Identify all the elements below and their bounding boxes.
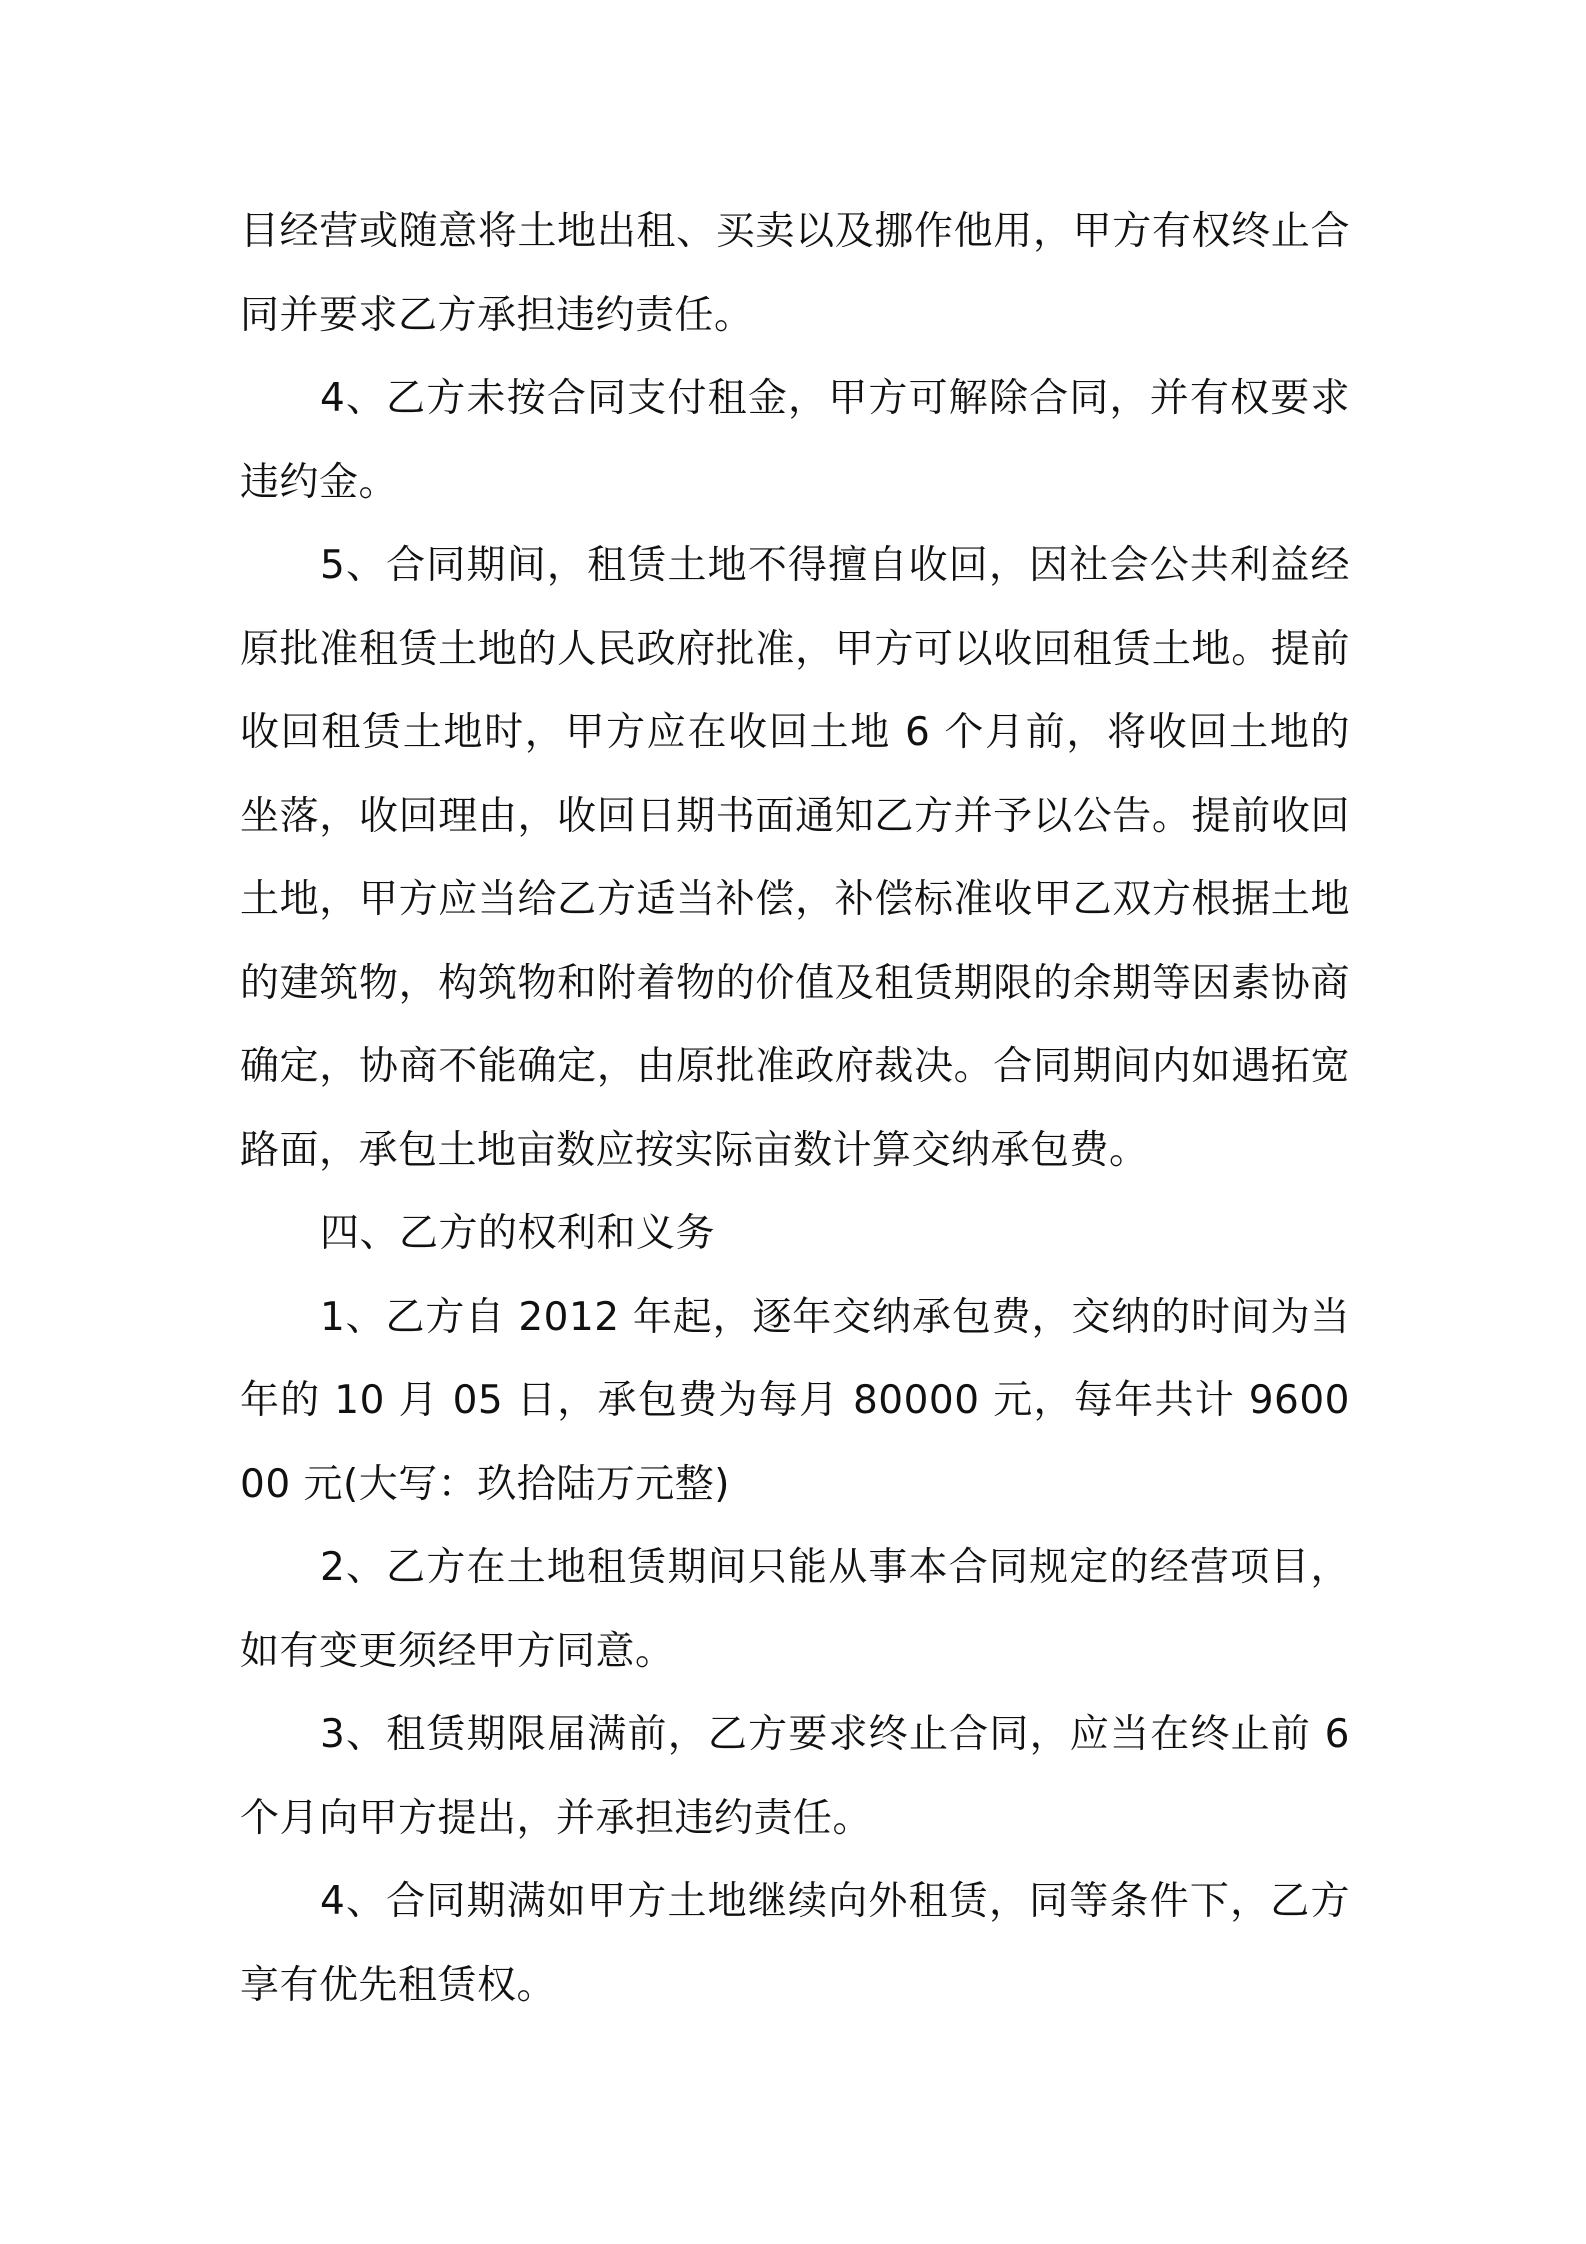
paragraph-clause-4-1: 1、乙方自 2012 年起，逐年交纳承包费，交纳的时间为当年的 10 月 05 日，承包费为每月 80000 元，每年共计 960000 元(大写：玖拾陆万元整) xyxy=(240,1294,1350,1507)
document-body xyxy=(240,190,1350,2027)
paragraph-clause-3-4: 4、乙方未按合同支付租金，甲方可解除合同，并有权要求违约金。 xyxy=(240,376,1350,505)
paragraph-clause-4-2: 2、乙方在土地租赁期间只能从事本合同规定的经营项目，如有变更须经甲方同意。 xyxy=(240,1545,1350,1674)
paragraph-clause-4-4: 4、合同期满如甲方土地继续向外租赁，同等条件下，乙方享有优先租赁权。 xyxy=(240,1879,1350,2008)
paragraph-clause-3-5: 5、合同期间，租赁土地不得擅自收回，因社会公共利益经原批准租赁土地的人民政府批准，甲方可以收回租赁土地。提前收回租赁土地时，甲方应在收回土地 6 个月前，将收回土地的坐落，收回理由，收回日期书面通知乙方并予以公告。提前收回土地，甲方应当给乙方适当补偿，补偿标准收甲乙双方根据土地的建筑物，构筑物和附着物的价值及租赁期限的余期等因素协商确定，协商不能确定，由原批准政府裁决。合同期间内如遇拓宽路面，承包土地亩数应按实际亩数计算交纳承包费。 xyxy=(240,543,1350,1173)
paragraph-continuation: 目经营或随意将土地出租、买卖以及挪作他用，甲方有权终止合同并要求乙方承担违约责任。 xyxy=(240,209,1350,338)
paragraph-clause-4-3: 3、租赁期限届满前，乙方要求终止合同，应当在终止前 6 个月向甲方提出，并承担违约责任。 xyxy=(240,1712,1350,1841)
section-heading-4: 四、乙方的权利和义务 xyxy=(320,1211,716,1256)
